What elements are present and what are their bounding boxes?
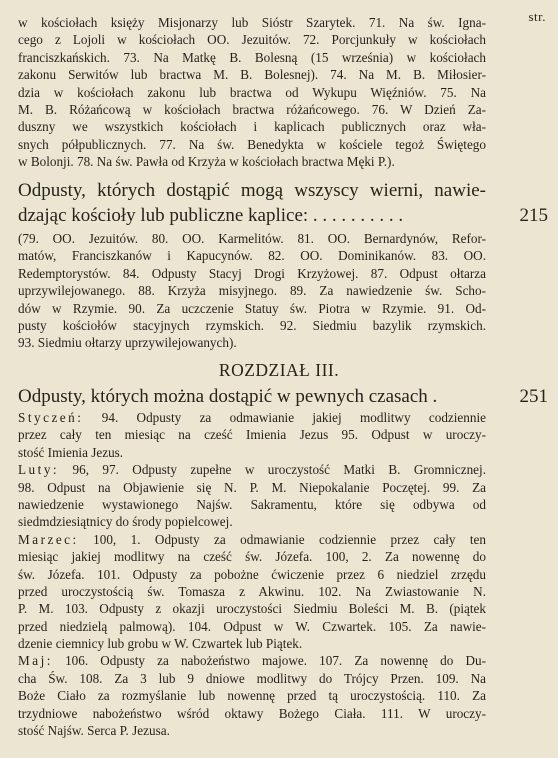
- toc-page-number: 251: [519, 386, 548, 407]
- text-line: św. Józefa. 101. Odpusty za pobożne ćwiczenie przez 6 niedziel zrzędu: [18, 566, 486, 582]
- months-list: [18, 409, 486, 739]
- text-line: nawiedzenie wystawionego Najśw. Sakramentu, które się odbywa od: [18, 496, 486, 512]
- text-line: przed niedzielą palmową). 104. Odpust w W. Czwartek. 105. Za nawie-: [18, 618, 486, 634]
- text-line: stość Imienia Jezus.: [18, 444, 124, 460]
- text-line: snych półpublicznych. 77. Na św. Benedykta w kościele tegoż Świętego: [18, 136, 486, 152]
- text-line: dzia w kościołach zakonu lub bractwa od Wykupu Więźniów. 75. Na: [18, 84, 486, 100]
- text-line: w Bolonji. 78. Na św. Pawła od Krzyża w kościołach bractwa Męki P.).: [18, 154, 395, 170]
- text-line: siedmdziesiątnicy do środy popielcowej.: [18, 514, 233, 530]
- text-line: matów, Franciszkanów i Kapucynów. 82. OO. Dominikanów. 83. OO.: [18, 248, 486, 264]
- text-line: franciszkańskich. 73. Na Matkę B. Bolesną (15 września) w kościołach: [18, 49, 486, 65]
- toc-heading-line: dzając kościoły lub publiczne kaplice: . . . . . . . . . .: [18, 205, 404, 226]
- text-line: cego z Lojoli w kościołach OO. Jezuitów. 72. Porcjunkuły w kościołach: [18, 32, 486, 48]
- entry-block-79-93: [18, 230, 486, 352]
- text-line: zakonu Serwitów lub bractwa M. B. Bolesnej). 74. Na M. B. Miłosier-: [18, 67, 486, 83]
- month-entry-first-line: [18, 652, 486, 669]
- month-entry-text: 94. Odpusty za odmawianie jakiej modlitwy codziennie: [101, 410, 486, 425]
- month-entry-first-line: [18, 409, 486, 426]
- toc-heading-2: [18, 384, 486, 409]
- toc-heading-1: [18, 178, 486, 228]
- toc-heading-line: Odpusty, których dostąpić mogą wszyscy wierni, nawie-: [18, 180, 486, 201]
- text-line: Boże Ciało za rozmyślanie lub nowennę przed tą uroczystością. 110. Za: [18, 688, 486, 704]
- month-label: Maj:: [18, 653, 53, 669]
- text-line: Redemptorystów. 84. Odpusty Stacyj Drogi Krzyżowej. 87. Odpust ołtarza: [18, 265, 486, 281]
- text-line: cha Św. 108. Za 3 lub 9 dniowe modlitwy do Trójcy Przen. 109. Na: [18, 670, 486, 686]
- chapter-heading: ROZDZIAŁ III.: [218, 360, 340, 380]
- entry-block-71-78: [18, 14, 486, 171]
- month-entry-first-line: [18, 461, 486, 478]
- month-entry-text: 106. Odpusty za nabożeństwo majowe. 107. Za nowennę do Du-: [65, 653, 486, 669]
- text-line: trzydniowe nabożeństwo wśród oktawy Bożego Ciała. 111. W uroczy-: [18, 705, 486, 721]
- text-line: (79. OO. Jezuitów. 80. OO. Karmelitów. 81. OO. Bernardynów, Refor-: [18, 231, 486, 246]
- text-line: stość Najśw. Serca P. Jezusa.: [18, 723, 170, 739]
- month-entry-first-line: [18, 531, 486, 548]
- text-line: P. M. 103. Odpusty z okazji uroczystości Siedmiu Boleści M. B. (piątek: [18, 601, 486, 617]
- text-line: 93. Siedmiu ołtarzy uprzywilejowanych).: [18, 335, 237, 351]
- text-line: miesiąc jakiej modlitwy na cześć św. Józefa. 100, 2. Za nowennę do: [18, 549, 486, 565]
- text-line: przed uroczystością św. Tomasza z Akwinu. 102. Na Zwiastowanie N.: [18, 583, 486, 599]
- text-line: przez cały ten miesiąc na cześć Imienia Jezus 95. Odpust w uroczy-: [18, 427, 486, 443]
- text-line: w kościołach księży Misjonarzy lub Sióstr Szarytek. 71. Na św. Igna-: [18, 15, 486, 30]
- page-column-marker: str.: [528, 9, 546, 24]
- text-line: dów w Rzymie. 90. Za uczczenie Statuy św. Piotra w Rzymie. 91. Od-: [18, 300, 486, 316]
- text-line: duszny we wszystkich kościołach i kaplicach publicznych oraz wła-: [18, 119, 486, 135]
- month-label: Styczeń:: [18, 410, 84, 425]
- toc-page-number: 215: [519, 205, 548, 226]
- text-line: dzenie ciemnicy lub grobu w W. Czwartek lub Piątek.: [18, 636, 303, 652]
- month-label: Luty:: [18, 462, 60, 478]
- text-line: uprzywilejowanego. 88. Krzyża misyjnego. 89. Za nawiedzenie św. Scho-: [18, 283, 486, 299]
- month-entry-text: 96, 97. Odpusty zupełne w uroczystość Matki B. Gromnicznej.: [72, 462, 486, 478]
- text-line: M. B. Różańcową w kościołach bractwa różańcowego. 76. W Dzień Za-: [18, 101, 486, 117]
- text-line: 98. Odpust na Objawienie się N. P. M. Niepokalanie Poczętej. 99. Za: [18, 479, 486, 495]
- month-label: Marzec:: [18, 531, 79, 547]
- month-entry-text: 100, 1. Odpusty za odmawianie codziennie przez cały ten: [93, 531, 487, 547]
- text-line: pusty kościołów stacyjnych rzymskich. 92. Siedmiu bazylik rzymskich.: [18, 317, 486, 333]
- toc-heading-line: Odpusty, których można dostąpić w pewnych czasach .: [18, 386, 438, 407]
